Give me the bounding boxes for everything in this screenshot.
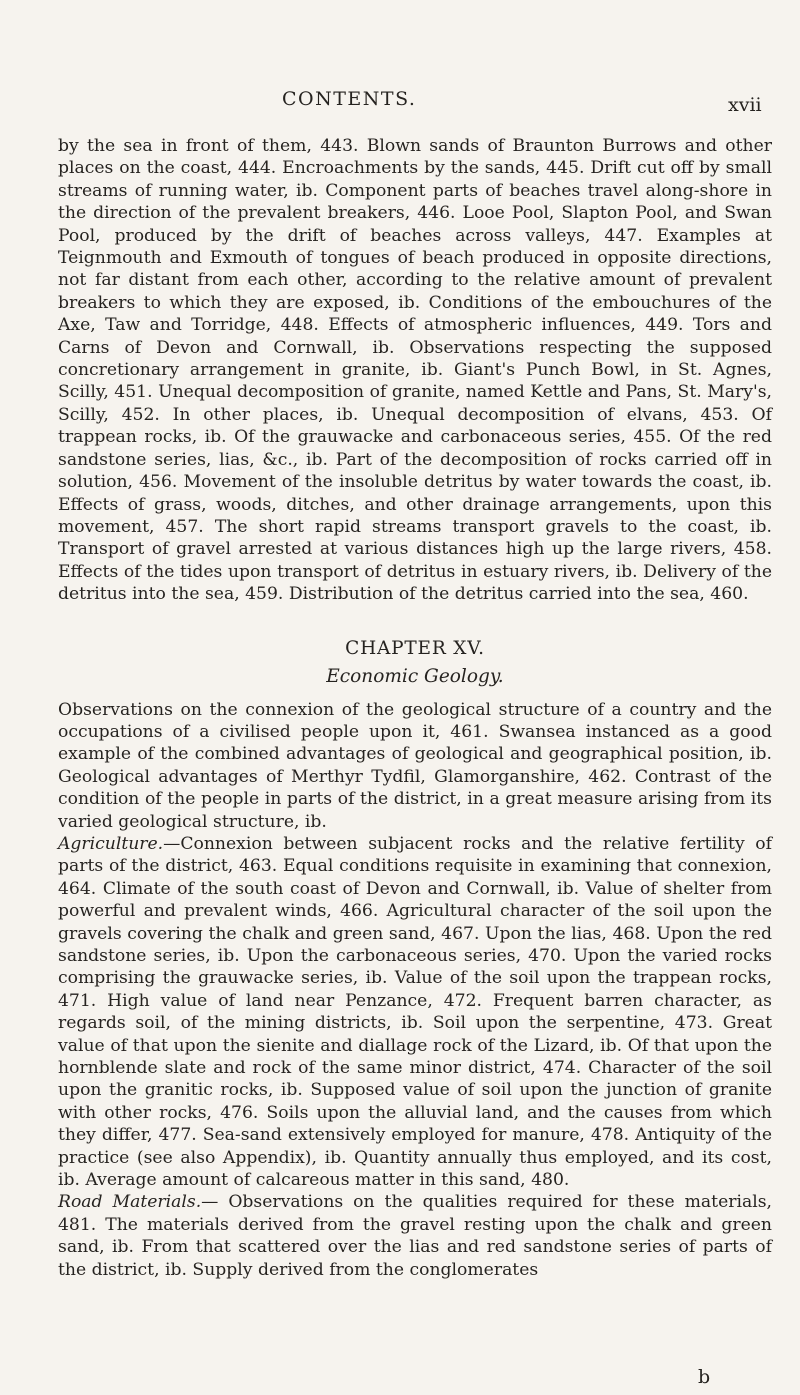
page-number: xvii	[728, 94, 762, 116]
section-title-road-materials: Road Materials.	[58, 1192, 202, 1213]
paragraph-road-materials-body: — Observations on the qualities required for these materials, 481. The materials derived from the gravel resting upon the chalk and green sand, ib. From that scattered over the lias and red sandstone series of parts of the district, ib. Supply derived from the conglomerates	[58, 1192, 773, 1280]
section-title-agriculture: Agriculture.	[58, 833, 164, 854]
contents-text	[58, 135, 772, 1281]
chapter-heading: CHAPTER XV.	[345, 637, 485, 659]
running-title: CONTENTS.	[282, 88, 417, 110]
paragraph-coastal-drift: by the sea in front of them, 443. Blown sands of Braunton Burrows and other places on the coast, 444. Encroachments by the sands, 445. Drift cut off by small streams of running water, ib. Component parts of beaches travel along-shore in the direction of the prevalent breakers, 446. Looe Pool, Slapton Pool, and Swan Pool, produced by the drift of beaches across valleys, 447. Examples at Teignmouth and Exmouth of tongues of beach produced in opposite directions, not far distant from each other, according to the relative amount of prevalent breakers to which they are exposed, ib. Conditions of the embouchures of the Axe, Taw and Torridge, 448. Effects of atmospheric influences, 449. Tors and Carns of Devon and Cornwall, ib. Observations respecting the supposed concretionary arrangement in granite, ib. Giant's Punch Bowl, in St. Agnes, Scilly, 451. Unequal decomposition of granite, named Kettle and Pans, St. Mary's, Scilly, 452. In other places, ib. Unequal decomposition of elvans, 453. Of trappean rocks, ib. Of the grauwacke and carbonaceous series, 455. Of the red sandstone series, lias, &c., ib. Part of the decomposition of rocks carried off in solution, 456. Movement of the insoluble detritus by water towards the coast, ib. Effects of grass, woods, ditches, and other drainage arrangements, upon this movement, 457. The short rapid streams transport gravels to the coast, ib. Transport of gravel arrested at various distances high up the large rivers, 458. Effects of the tides upon transport of detritus in estuary rivers, ib. Delivery of the detritus into the sea, 459. Distribution of the detritus carried into the sea, 460.	[58, 136, 772, 605]
paragraph-agriculture	[58, 833, 772, 1192]
paragraph-agriculture-body: —Connexion between subjacent rocks and the relative fertility of parts of the district, 463. Equal conditions requisite in examining that connexion, 464. Climate of the south coast of Devon and Cornwall, ib. Value of shelter from powerful and prevalent winds, 466. Agricultural character of the soil upon the gravels covering the chalk and green sand, 467. Upon the lias, 468. Upon the red sandstone series, ib. Upon the carbonaceous series, 470. Upon the varied rocks comprising the grauwacke series, ib. Value of the soil upon the trappean rocks, 471. High value of land near Penzance, 472. Frequent barren character, as regards soil, of the mining districts, ib. Soil upon the serpentine, 473. Great value of that upon the sienite and diallage rock of the Lizard, ib. Of that upon the hornblende slate and rock of the same minor district, 474. Character of the soil upon the granitic rocks, ib. Supposed value of soil upon the junction of granite with other rocks, 476. Soils upon the alluvial land, and the causes from which they differ, 477. Sea-sand extensively employed for manure, 478. Antiquity of the practice (see also Appendix), ib. Quantity annually thus employed, and its cost, ib. Average amount of calcareous matter in this sand, 480.	[58, 833, 772, 1191]
paragraph-geological-connexion: Observations on the connexion of the geological structure of a country and the occupations of a civilised people upon it, 461. Swansea instanced as a good example of the combined advantages of geological and geographical position, ib. Geological advantages of Merthyr Tydfil, Glamorganshire, 462. Contrast of the condition of the people in parts of the district, in a great measure arising from its varied geological structure, ib.	[58, 699, 772, 832]
signature-mark: b	[698, 1366, 711, 1388]
paragraph-road-materials	[58, 1191, 772, 1281]
running-head	[0, 88, 800, 128]
chapter-subtitle: Economic Geology.	[326, 665, 504, 687]
